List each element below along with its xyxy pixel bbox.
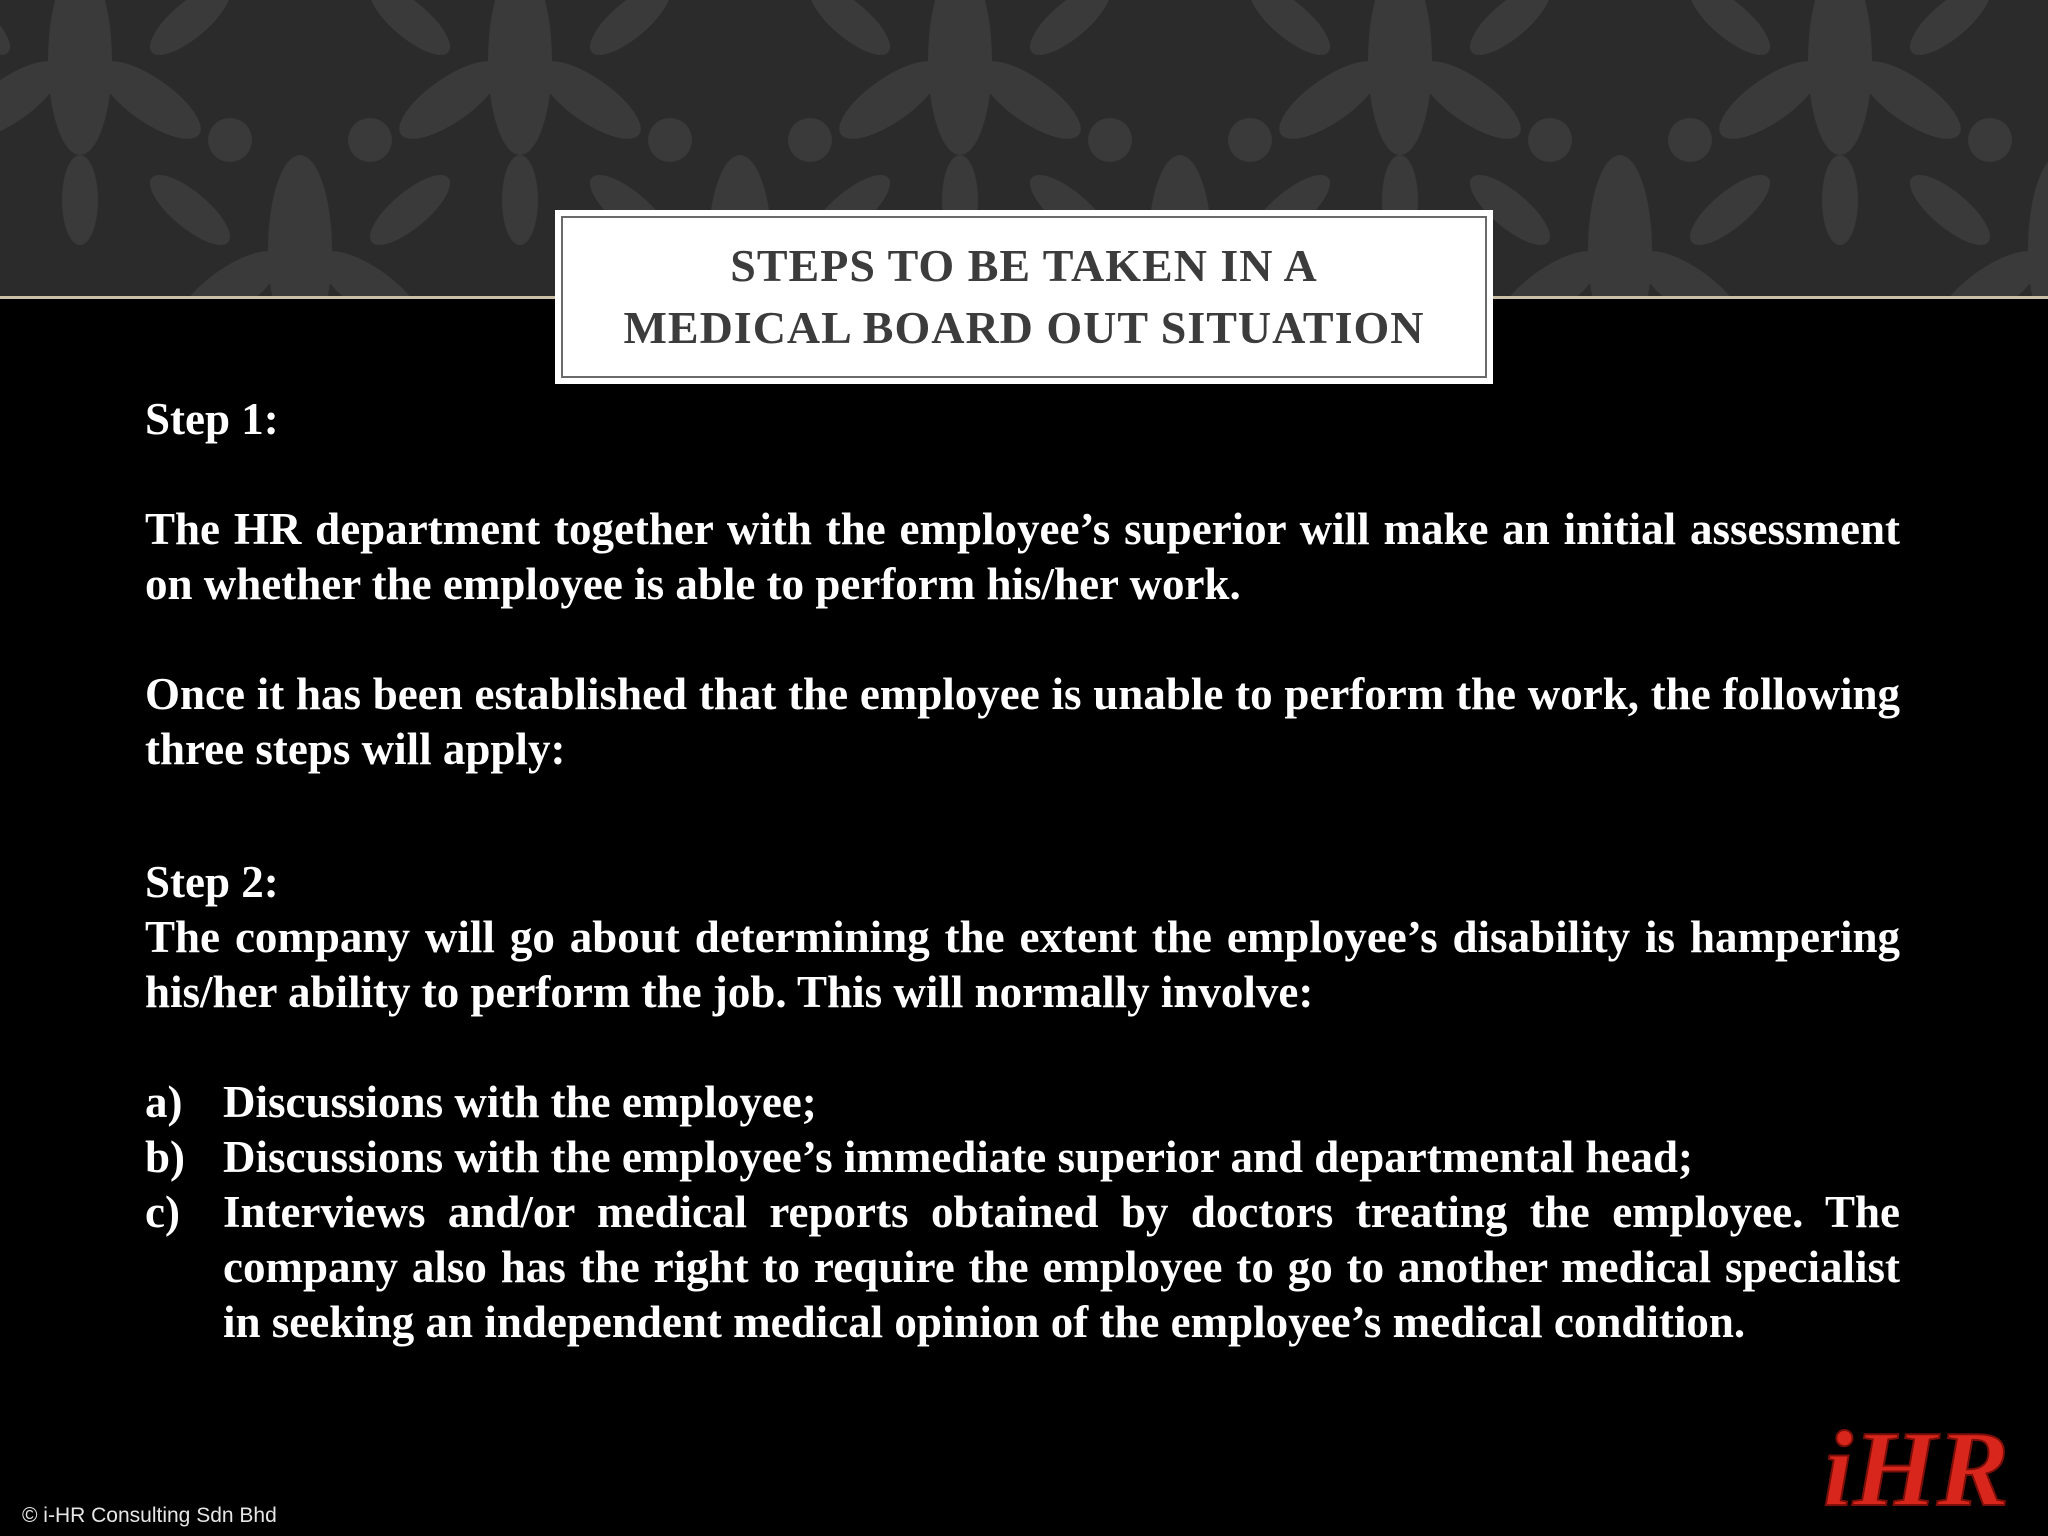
ihr-logo xyxy=(1806,1410,2026,1515)
involvement-list xyxy=(145,1075,1900,1350)
footer-copyright: © i-HR Consulting Sdn Bhd xyxy=(22,1504,277,1527)
list-marker: b) xyxy=(145,1132,186,1182)
list-item-text: Discussions with the employee’s immediate superior and departmental head; xyxy=(223,1132,1693,1182)
list-marker: a) xyxy=(145,1077,183,1127)
slide-body xyxy=(145,392,1900,1350)
transition-text: Once it has been established that the employee is unable to perform the work, the following three steps will apply: xyxy=(145,669,1900,774)
step2-text: The company will go about determining the extent the employee’s disability is hampering his/her ability to perform the job. This will normally involve: xyxy=(145,912,1900,1017)
svg-text:iHR: iHR xyxy=(1822,1410,2010,1515)
list-item xyxy=(145,1185,1900,1350)
step2-heading: Step 2: xyxy=(145,857,279,907)
list-marker: c) xyxy=(145,1187,180,1237)
list-item xyxy=(145,1075,1900,1130)
step1-text: The HR department together with the employee’s superior will make an initial assessment on whether the employee is able to perform his/her work. xyxy=(145,504,1900,609)
slide-title-line-2: MEDICAL BOARD OUT SITUATION xyxy=(623,302,1425,353)
list-item-text: Interviews and/or medical reports obtained by doctors treating the employee. The company also has the right to require the employee to go to another medical specialist in seeking an independent medical opinion of the employee’s medical condition. xyxy=(223,1187,1900,1347)
list-item xyxy=(145,1130,1900,1185)
list-item-text: Discussions with the employee; xyxy=(223,1077,817,1127)
step1-heading: Step 1: xyxy=(145,394,279,444)
title-box xyxy=(555,210,1493,384)
slide-title-line-1: STEPS TO BE TAKEN IN A xyxy=(730,240,1318,291)
